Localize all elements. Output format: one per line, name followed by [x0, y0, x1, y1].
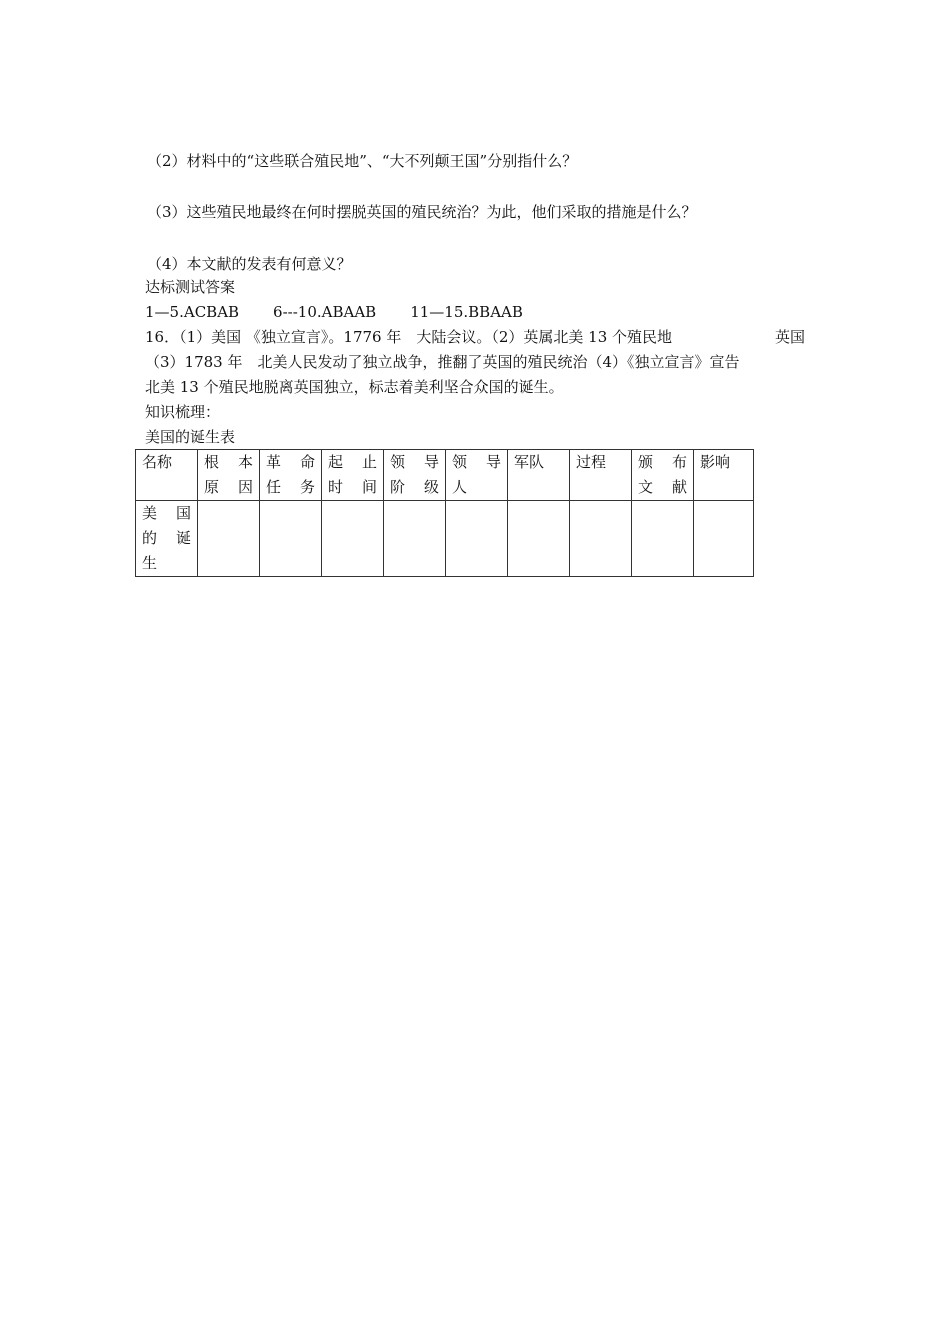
- question-3: （3）这些殖民地最终在何时摆脱英国的殖民统治？为此，他们采取的措施是什么？: [147, 203, 697, 221]
- mc-answer-1-5: 1—5.ACBAB: [145, 303, 240, 321]
- header-text: 军队: [514, 453, 545, 471]
- question-4: （4）本文献的发表有何意义？: [147, 255, 352, 273]
- table-row: [136, 501, 754, 577]
- row-label-cell: [136, 501, 198, 577]
- blank-cell-impact[interactable]: [694, 501, 754, 577]
- answer-16-line-2: （3）1783 年 北美人民发动了独立战争，推翻了英国的殖民统治（4）《独立宣言》宣告: [145, 353, 740, 371]
- header-text: 时间: [328, 478, 377, 496]
- blank-cell-document[interactable]: [632, 501, 694, 577]
- header-cell-leader: [446, 450, 508, 501]
- header-cell-name: [136, 450, 198, 501]
- header-text: 革 命: [266, 453, 315, 471]
- header-text: 颁 布: [638, 453, 687, 471]
- header-text: 影响: [700, 453, 731, 471]
- header-text: 任务: [266, 478, 315, 496]
- answer-16-line-3: 北美 13 个殖民地脱离英国独立，标志着美利坚合众国的诞生。: [145, 378, 564, 396]
- header-cell-leading-class: [384, 450, 446, 501]
- table-header-row: [136, 450, 754, 501]
- header-text: 过程: [576, 453, 607, 471]
- header-cell-root-cause: [198, 450, 260, 501]
- multiple-choice-answers: [145, 302, 523, 322]
- blank-cell-leading-class[interactable]: [384, 501, 446, 577]
- header-cell-document: [632, 450, 694, 501]
- question-2: （2）材料中的“这些联合殖民地”、“大不列颠王国”分别指什么？: [147, 152, 578, 170]
- header-text: 领 导: [390, 453, 439, 471]
- header-cell-revolution-task: [260, 450, 322, 501]
- blank-cell-army[interactable]: [508, 501, 570, 577]
- header-cell-impact: [694, 450, 754, 501]
- blank-cell-root-cause[interactable]: [198, 501, 260, 577]
- answers-heading: 达标测试答案: [145, 278, 236, 296]
- answer-16-line-1: [145, 327, 805, 347]
- blank-cell-revolution-task[interactable]: [260, 501, 322, 577]
- table-title: 美国的诞生表: [145, 428, 236, 446]
- row-label-text: 美 国: [142, 504, 191, 522]
- header-text: 领 导: [452, 453, 501, 471]
- answer-16-line-1-end: 英国: [774, 328, 805, 346]
- row-label-text: 的 诞: [142, 529, 191, 547]
- mc-answer-6-10: 6---10.ABAAB: [273, 303, 377, 321]
- header-text: 文献: [638, 478, 687, 496]
- header-cell-process: [570, 450, 632, 501]
- knowledge-heading: 知识梳理：: [145, 403, 221, 421]
- header-text: 起 止: [328, 453, 377, 471]
- row-label-text: 生: [142, 554, 158, 572]
- header-text: 根 本: [204, 453, 253, 471]
- header-cell-army: [508, 450, 570, 501]
- header-cell-time-span: [322, 450, 384, 501]
- us-birth-table: [135, 449, 754, 577]
- blank-cell-process[interactable]: [570, 501, 632, 577]
- blank-cell-time-span[interactable]: [322, 501, 384, 577]
- header-text: 人: [452, 478, 468, 496]
- header-text: 名称: [142, 453, 173, 471]
- answer-16-line-1-main: 16．（1）美国 《独立宣言》。1776 年 大陆会议。（2）英属北美 13 个殖民地: [145, 328, 673, 346]
- blank-cell-leader[interactable]: [446, 501, 508, 577]
- header-text: 原因: [204, 478, 253, 496]
- header-text: 阶级: [390, 478, 439, 496]
- mc-answer-11-15: 11—15.BBAAB: [410, 303, 523, 321]
